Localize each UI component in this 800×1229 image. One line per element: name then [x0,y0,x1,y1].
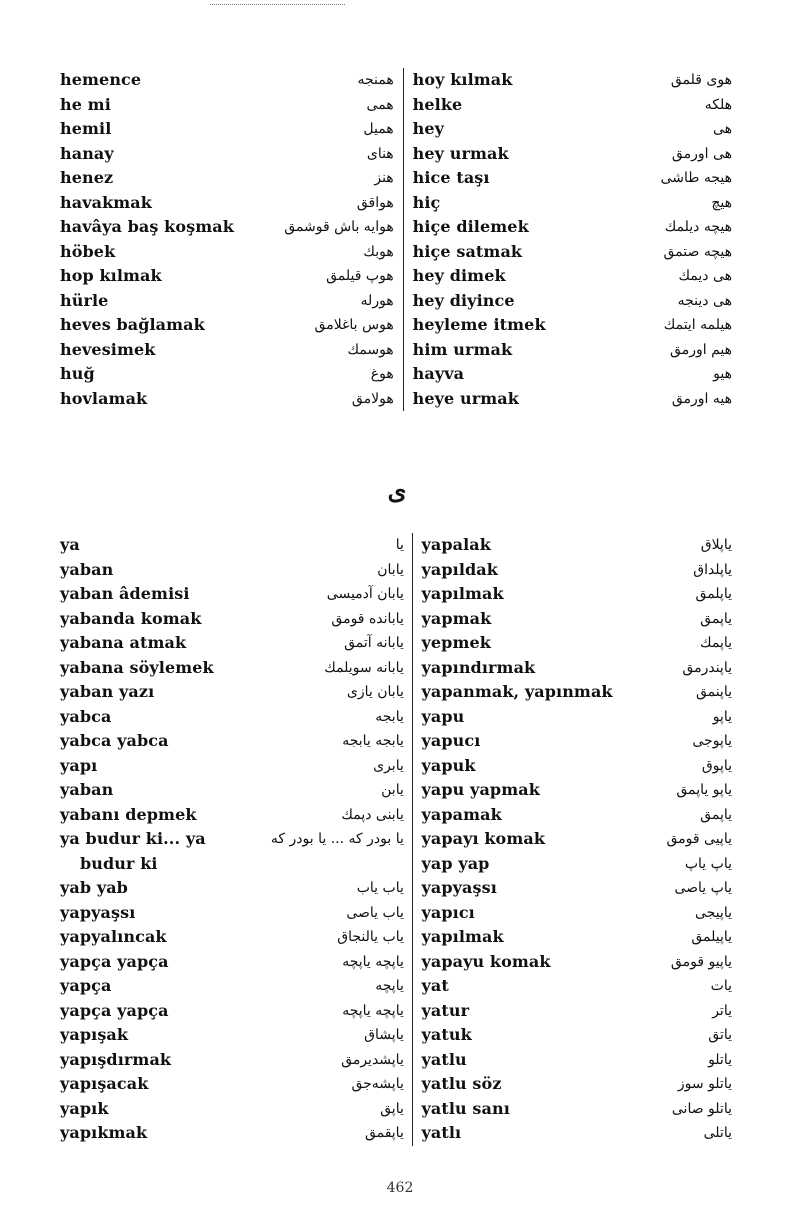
dictionary-row [60,240,732,265]
right-latin-entry: helke [412,94,463,114]
left-arabic-entry: هوایه باش قوشمق [284,219,394,236]
dictionary-row [60,974,732,999]
left-latin-entry: yapıkmak [60,1123,148,1143]
right-latin-entry: heye urmak [412,388,519,408]
left-latin-entry: yabanı depmek [60,804,197,824]
column-divider [404,582,412,607]
right-arabic-entry: هیجه طاشی [660,170,732,187]
column-divider [404,1048,412,1073]
left-arabic-entry: یابان [377,561,404,578]
section-letter-heading: ی [387,476,407,505]
right-latin-entry: yapu [421,706,465,726]
left-latin-entry: heves bağlamak [60,315,205,335]
left-latin-entry: budur ki [80,853,158,873]
left-latin-entry: yabana söylemek [60,657,214,677]
column-divider [404,950,412,975]
right-arabic-entry: هوی قلمق [670,72,732,89]
dictionary-row [60,607,732,632]
right-arabic-entry: هلكه [704,96,732,113]
top-dictionary-table [60,68,732,411]
column-divider [394,166,403,191]
left-arabic-entry: هوغ [370,366,394,383]
right-latin-entry: hiçe satmak [412,241,523,261]
right-arabic-entry: یاپمق [700,806,732,823]
dictionary-row [60,680,732,705]
left-latin-entry: yapışak [60,1025,129,1045]
left-arabic-entry [262,852,404,877]
left-latin-entry: yapyalıncak [60,927,167,947]
left-latin-entry: henez [60,168,114,188]
column-divider [404,705,412,730]
left-arabic-entry: یابانده قومق [331,610,404,627]
right-arabic-entry: یاتلی [703,1125,732,1142]
left-latin-entry: yaban [60,780,114,800]
dictionary-row [60,338,732,363]
left-arabic-entry: یابانه آتمق [344,635,404,652]
column-divider [404,754,412,779]
right-latin-entry: yapalak [421,535,491,555]
left-latin-entry: huğ [60,364,95,384]
right-latin-entry: yapılmak [421,584,504,604]
left-latin-entry: yapça yapça [60,951,169,971]
right-latin-entry: yapu yapmak [421,780,540,800]
right-arabic-entry: یاپلاق [700,537,732,554]
left-arabic-entry: یاپچه یاپچه [342,953,404,970]
left-arabic-entry: یاپچه [375,978,404,995]
right-arabic-entry: یاتر [712,1002,732,1019]
left-latin-entry: yapyaşsı [60,902,136,922]
page-number: 462 [386,1180,414,1196]
left-arabic-entry: یابری [373,757,404,774]
right-arabic-entry: هی دینجه [677,292,732,309]
left-arabic-entry: یاب یالنجاق [337,929,404,946]
dictionary-row [60,656,732,681]
right-latin-entry: yepmek [421,633,491,653]
dictionary-row [60,1023,732,1048]
left-arabic-entry: یابن [381,782,404,799]
right-arabic-entry: یاپلداق [693,561,732,578]
right-latin-entry: hey dimek [412,266,506,286]
right-latin-entry: yatlu söz [421,1074,502,1094]
right-latin-entry: yapayı komak [421,829,546,849]
right-latin-entry: yapyaşsı [421,878,497,898]
left-arabic-entry: هنای [366,145,394,162]
dictionary-row [60,166,732,191]
right-arabic-entry: هیچه دیلمك [664,219,732,236]
left-arabic-entry: یاپچه یاپچه [342,1002,404,1019]
right-latin-entry: hey diyince [412,290,515,310]
left-arabic-entry: یاپشاق [364,1027,404,1044]
right-arabic-entry: یاپلمق [695,586,732,603]
right-latin-entry: yatuk [421,1025,472,1045]
left-arabic-entry: یابان آدمیسی [326,586,404,603]
right-latin-entry: hice taşı [412,168,490,188]
left-latin-entry: yapık [60,1098,109,1118]
right-arabic-entry: هیو [713,366,732,383]
left-arabic-entry: یاب یاصی [346,904,404,921]
column-divider [394,191,403,216]
column-divider [404,1023,412,1048]
dictionary-row [60,754,732,779]
column-divider [394,362,403,387]
column-divider [404,680,412,705]
dictionary-row [60,387,732,412]
left-arabic-entry: یاپشه‌جق [351,1076,404,1093]
dictionary-row [60,264,732,289]
right-arabic-entry: هیم اورمق [670,341,732,358]
right-latin-entry: hayva [412,364,465,384]
left-arabic-entry: یا بودر كه ... یا بودر كه [270,831,404,848]
column-divider [404,1121,412,1146]
dictionary-row [60,729,732,754]
column-divider [404,729,412,754]
left-latin-entry: ya budur ki... ya [60,829,206,849]
left-arabic-entry: یابنی دپمك [341,806,404,823]
right-latin-entry: heyleme itmek [412,315,546,335]
dictionary-row [60,803,732,828]
bottom-dictionary-table [60,533,732,1146]
left-arabic-entry: هورله [360,292,394,309]
dictionary-row [60,999,732,1024]
left-latin-entry: havâya baş koşmak [60,217,234,237]
right-latin-entry: yapamak [421,804,502,824]
left-latin-entry: yabca yabca [60,731,169,751]
dictionary-row [60,1072,732,1097]
dictionary-row [60,313,732,338]
right-arabic-entry: یاپیی قومق [666,831,732,848]
left-latin-entry: hop kılmak [60,266,162,286]
left-latin-entry: yaban yazı [60,682,155,702]
right-arabic-entry: یاتق [708,1027,732,1044]
dictionary-row [60,827,732,852]
column-divider [394,68,403,93]
left-arabic-entry: هوپ قیلمق [326,268,394,285]
column-divider [394,264,403,289]
right-arabic-entry: یاتلو صانی [671,1100,732,1117]
dictionary-row [60,68,732,93]
right-arabic-entry: یاپیجی [695,904,732,921]
right-latin-entry: hiçe dilemek [412,217,529,237]
right-arabic-entry: یاپوجی [692,733,732,750]
dictionary-row [60,1048,732,1073]
left-latin-entry: hemil [60,119,112,139]
right-arabic-entry: یاپوق [701,757,732,774]
right-arabic-entry: هی اورمق [671,145,732,162]
right-arabic-entry: هی [712,121,732,138]
left-arabic-entry: هوبك [363,243,394,260]
right-latin-entry: hiç [412,192,441,212]
right-arabic-entry: هیه اورمق [671,390,732,407]
column-divider [404,558,412,583]
dictionary-row [60,362,732,387]
right-arabic-entry: یاپ یاپ [684,855,732,872]
dictionary-row [60,142,732,167]
right-arabic-entry: یاپ یاصی [674,880,732,897]
left-arabic-entry: یابجه یابجه [342,733,404,750]
left-arabic-entry: هولامق [351,390,394,407]
left-latin-entry: höbek [60,241,116,261]
column-divider [394,387,403,412]
right-latin-entry: hey urmak [412,143,509,163]
column-divider [394,117,403,142]
left-latin-entry: yabana atmak [60,633,187,653]
right-latin-entry: yatlu [421,1049,467,1069]
dictionary-row [60,93,732,118]
right-latin-entry: yapıcı [421,902,475,922]
left-arabic-entry: هوس باغلامق [314,317,394,334]
column-divider [404,803,412,828]
dictionary-row [60,925,732,950]
column-divider [394,289,403,314]
column-divider [394,338,403,363]
left-arabic-entry: یاپشدیرمق [341,1051,404,1068]
column-divider [394,313,403,338]
left-latin-entry: yapça yapça [60,1000,169,1020]
left-arabic-entry: یابجه [375,708,404,725]
left-latin-entry: yab yab [60,878,128,898]
dictionary-row [60,1097,732,1122]
right-latin-entry: hey [412,119,445,139]
right-latin-entry: yap yap [421,853,490,873]
right-arabic-entry: هی دیمك [678,268,732,285]
left-latin-entry: yapışdırmak [60,1049,172,1069]
right-latin-entry: yapılmak [421,927,504,947]
left-latin-entry: he mi [60,94,111,114]
column-divider [394,93,403,118]
column-divider [404,631,412,656]
right-latin-entry: yatlı [421,1123,462,1143]
left-latin-entry: yabanda komak [60,608,202,628]
right-arabic-entry: هیچ [711,194,732,211]
left-latin-entry: yabca [60,706,112,726]
left-latin-entry: yaban [60,559,114,579]
dictionary-row [60,631,732,656]
dictionary-row [60,533,732,558]
column-divider [404,778,412,803]
column-divider [404,827,412,852]
left-arabic-entry: همیل [363,121,394,138]
left-latin-entry: havakmak [60,192,152,212]
right-arabic-entry: هیچه صتمق [663,243,732,260]
dictionary-row [60,901,732,926]
left-arabic-entry: هواقق [356,194,394,211]
dictionary-row [60,876,732,901]
dictionary-row [60,117,732,142]
dictionary-row [60,705,732,730]
right-arabic-entry: یاپیو قومق [670,953,732,970]
right-latin-entry: yapmak [421,608,492,628]
left-arabic-entry: هنز [374,170,394,187]
column-divider [404,852,412,877]
column-divider [404,1072,412,1097]
right-latin-entry: yapayu komak [421,951,551,971]
left-latin-entry: hevesimek [60,339,156,359]
right-arabic-entry: یاپمق [700,610,732,627]
left-arabic-entry: یاب یاب [356,880,404,897]
right-latin-entry: yapındırmak [421,657,536,677]
right-arabic-entry: یاتلو [708,1051,732,1068]
dictionary-row [60,1121,732,1146]
column-divider [394,142,403,167]
right-arabic-entry: یاپندرمق [682,659,732,676]
right-latin-entry: yapanmak, yapınmak [421,682,613,702]
right-latin-entry: yatlu sanı [421,1098,510,1118]
right-arabic-entry: یاپو یاپمق [676,782,732,799]
dictionary-row [60,191,732,216]
left-latin-entry: yapı [60,755,98,775]
dictionary-row [60,852,732,877]
left-latin-entry: hovlamak [60,388,148,408]
dictionary-row [60,558,732,583]
right-latin-entry: yapuk [421,755,476,775]
left-latin-entry: hanay [60,143,114,163]
column-divider [404,1097,412,1122]
right-latin-entry: him urmak [412,339,513,359]
right-arabic-entry: یات [710,978,732,995]
left-arabic-entry: همنجه [357,72,394,89]
right-arabic-entry: یاپیلمق [691,929,732,946]
right-latin-entry: yat [421,976,449,996]
top-printer-mark [210,4,345,8]
column-divider [404,607,412,632]
left-arabic-entry: یاپق [380,1100,404,1117]
dictionary-row [60,778,732,803]
right-arabic-entry: یاپمك [700,635,732,652]
left-arabic-entry: هوسمك [347,341,394,358]
top-table-body [60,68,732,411]
right-arabic-entry: یاتلو سوز [677,1076,732,1093]
right-arabic-entry: یاپنمق [695,684,732,701]
right-latin-entry: yapıldak [421,559,498,579]
left-arabic-entry: یابانه سویلمك [324,659,404,676]
right-arabic-entry: یاپو [712,708,732,725]
column-divider [394,240,403,265]
dictionary-row [60,289,732,314]
column-divider [404,999,412,1024]
dictionary-row [60,215,732,240]
left-latin-entry: yaban âdemisi [60,584,190,604]
left-arabic-entry: همی [366,96,394,113]
dictionary-row [60,582,732,607]
left-latin-entry: yapça [60,976,112,996]
left-latin-entry: hemence [60,70,142,90]
left-arabic-entry: یاپقمق [364,1125,404,1142]
column-divider [404,974,412,999]
right-arabic-entry: هیلمه ایتمك [663,317,732,334]
right-latin-entry: yatur [421,1000,470,1020]
column-divider [404,901,412,926]
right-latin-entry: hoy kılmak [412,70,513,90]
left-latin-entry: hürle [60,290,109,310]
column-divider [404,876,412,901]
right-latin-entry: yapucı [421,731,481,751]
column-divider [404,925,412,950]
dictionary-row [60,950,732,975]
left-arabic-entry: یا [395,537,404,554]
left-latin-entry: yapışacak [60,1074,149,1094]
column-divider [404,533,412,558]
column-divider [394,215,403,240]
column-divider [404,656,412,681]
left-arabic-entry: یابان یازی [346,684,404,701]
bottom-table-body [60,533,732,1146]
left-latin-entry: ya [60,535,80,555]
